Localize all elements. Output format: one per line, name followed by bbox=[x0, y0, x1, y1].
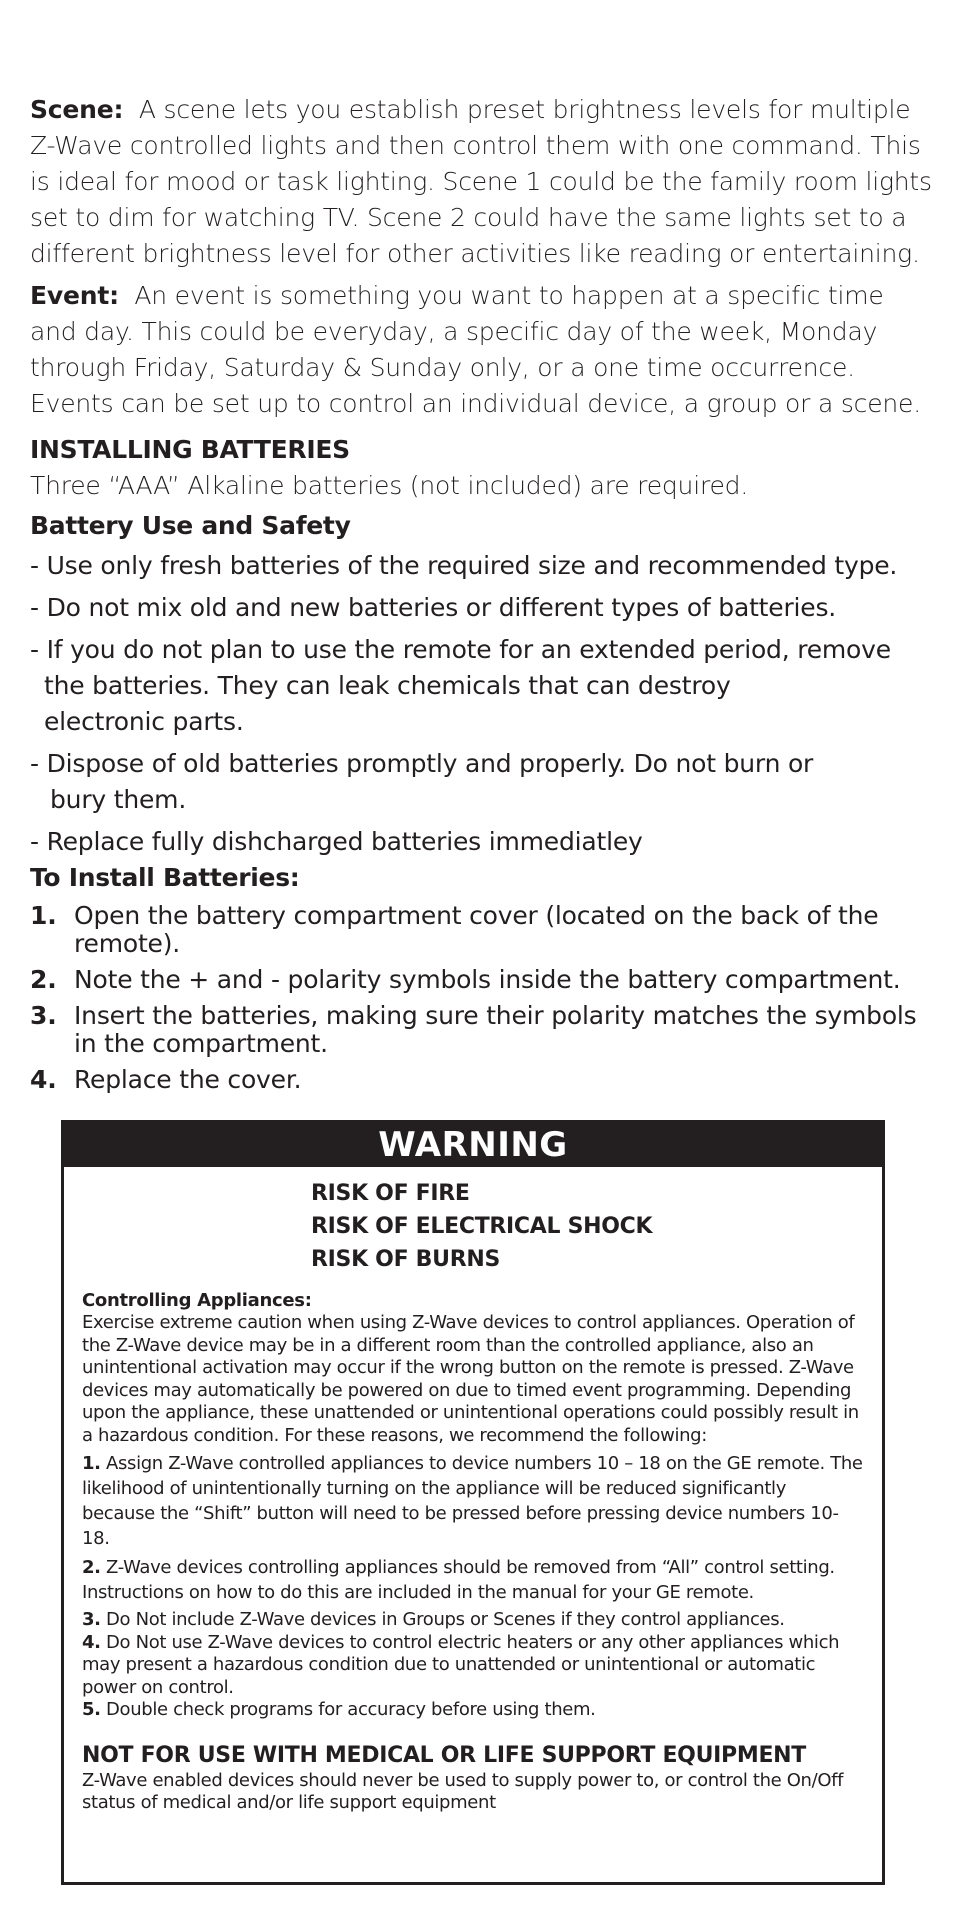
medical-warning-text: Z-Wave enabled devices should never be used to supply power to, or control the On/Off status of medical and/or life support equipment bbox=[82, 1769, 844, 1813]
risk-list bbox=[311, 1177, 882, 1276]
step-number: 4. bbox=[30, 1065, 57, 1094]
event-definition bbox=[30, 278, 932, 422]
warning-header: WARNING bbox=[64, 1123, 882, 1167]
step-text: Open the battery compartment cover (located on the back of the remote). bbox=[74, 901, 879, 958]
safety-heading: Battery Use and Safety bbox=[30, 511, 351, 540]
scene-term: Scene: bbox=[30, 95, 124, 124]
recommendation-number: 1. bbox=[82, 1453, 101, 1474]
recommendation-item bbox=[82, 1555, 864, 1605]
safety-bullet-continued: the batteries. They can leak chemicals that can destroy electronic parts. bbox=[44, 671, 731, 736]
step-text: Replace the cover. bbox=[74, 1065, 302, 1094]
recommendation-number: 2. bbox=[82, 1557, 101, 1578]
safety-bullet-continued: bury them. bbox=[50, 785, 187, 814]
install-step bbox=[30, 902, 932, 958]
safety-bullet bbox=[30, 632, 932, 740]
appliances-text: Exercise extreme caution when using Z-Wave devices to control appliances. Operation of the Z-Wave device may be in a different room than the controlled appliance, also an unintentional activation may occur if the wrong button on the remote is pressed. Z-Wave devices may automatically be powered on due to timed event programming. Depending upon the appliance, these unattended or unintentional operations could possibly result in a hazardous condition. For these reasons, we recommend the following: bbox=[82, 1312, 859, 1446]
risk-item: RISK OF ELECTRICAL SHOCK bbox=[311, 1214, 653, 1239]
step-number: 2. bbox=[30, 965, 57, 994]
risk-item: RISK OF BURNS bbox=[311, 1247, 500, 1272]
installing-heading: INSTALLING BATTERIES bbox=[30, 435, 350, 464]
safety-bullet bbox=[30, 746, 932, 818]
step-number: 3. bbox=[30, 1001, 57, 1030]
warning-box bbox=[61, 1120, 885, 1885]
warning-body bbox=[82, 1290, 864, 1814]
install-step bbox=[30, 966, 932, 994]
safety-bullet-text: - Replace fully dishcharged batteries immediatley bbox=[30, 827, 643, 856]
recommendation-item bbox=[82, 1632, 864, 1700]
install-step bbox=[30, 1002, 932, 1058]
scene-text: A scene lets you establish preset brightness levels for multiple Z-Wave controlled lights and then control them with one command. This is ideal for mood or task lighting. Scene 1 could be the family room lights set to dim for watching TV. Scene 2 could have the same lights set to a different brightness level for other activities like reading or entertaining. bbox=[30, 95, 932, 268]
recommendation-text: Assign Z-Wave controlled appliances to device numbers 10 – 18 on the GE remote. The likelihood of unintentionally turning on the appliance will be reduced significantly because the “Shift” button will need to be pressed before pressing device numbers 10-18. bbox=[82, 1453, 863, 1549]
event-text: An event is something you want to happen at a specific time and day. This could be everyday, a specific day of the week, Monday through Friday, Saturday & Sunday only, or a one time occurrence. Events can be set up to control an individual device, a group or a scene. bbox=[30, 281, 921, 418]
recommendation-number: 4. bbox=[82, 1631, 101, 1653]
install-step bbox=[30, 1066, 932, 1094]
step-text: Note the + and - polarity symbols inside the battery compartment. bbox=[74, 965, 901, 994]
recommendation-text: Do Not use Z-Wave devices to control electric heaters or any other appliances which may present a hazardous condition due to unattended or unintentional or automatic power on control. bbox=[82, 1631, 840, 1698]
safety-bullet-text: - Do not mix old and new batteries or different types of batteries. bbox=[30, 593, 837, 622]
recommendation-text: Z-Wave devices controlling appliances should be removed from “All” control setting. Instructions on how to do this are included in the manual for your GE remote. bbox=[82, 1557, 835, 1603]
safety-bullet bbox=[30, 824, 932, 860]
manual-page bbox=[30, 92, 932, 1102]
scene-definition bbox=[30, 92, 932, 272]
event-term: Event: bbox=[30, 281, 119, 310]
risk-item: RISK OF FIRE bbox=[311, 1181, 470, 1206]
safety-bullet-text: - If you do not plan to use the remote for an extended period, remove bbox=[30, 635, 891, 664]
recommendation-item bbox=[82, 1699, 864, 1722]
install-steps-list bbox=[30, 902, 932, 1094]
appliances-title: Controlling Appliances: bbox=[82, 1290, 312, 1311]
install-steps-heading: To Install Batteries: bbox=[30, 863, 300, 892]
recommendation-text: Double check programs for accuracy before using them. bbox=[106, 1699, 596, 1720]
recommendation-item bbox=[82, 1451, 864, 1551]
recommendation-text: Do Not include Z-Wave devices in Groups or Scenes if they control appliances. bbox=[106, 1609, 785, 1630]
safety-bullet bbox=[30, 590, 932, 626]
medical-warning-title: NOT FOR USE WITH MEDICAL OR LIFE SUPPORT EQUIPMENT bbox=[82, 1742, 806, 1768]
safety-bullet-text: - Dispose of old batteries promptly and properly. Do not burn or bbox=[30, 749, 814, 778]
recommendation-number: 5. bbox=[82, 1699, 101, 1720]
safety-bullet-text: - Use only fresh batteries of the required size and recommended type. bbox=[30, 551, 898, 580]
recommendation-number: 3. bbox=[82, 1609, 101, 1630]
installing-text: Three “AAA” Alkaline batteries (not included) are required. bbox=[30, 471, 749, 500]
step-number: 1. bbox=[30, 901, 57, 930]
recommendation-item bbox=[82, 1609, 864, 1632]
step-text: Insert the batteries, making sure their polarity matches the symbols in the compartment. bbox=[74, 1001, 917, 1058]
safety-bullet bbox=[30, 548, 932, 584]
